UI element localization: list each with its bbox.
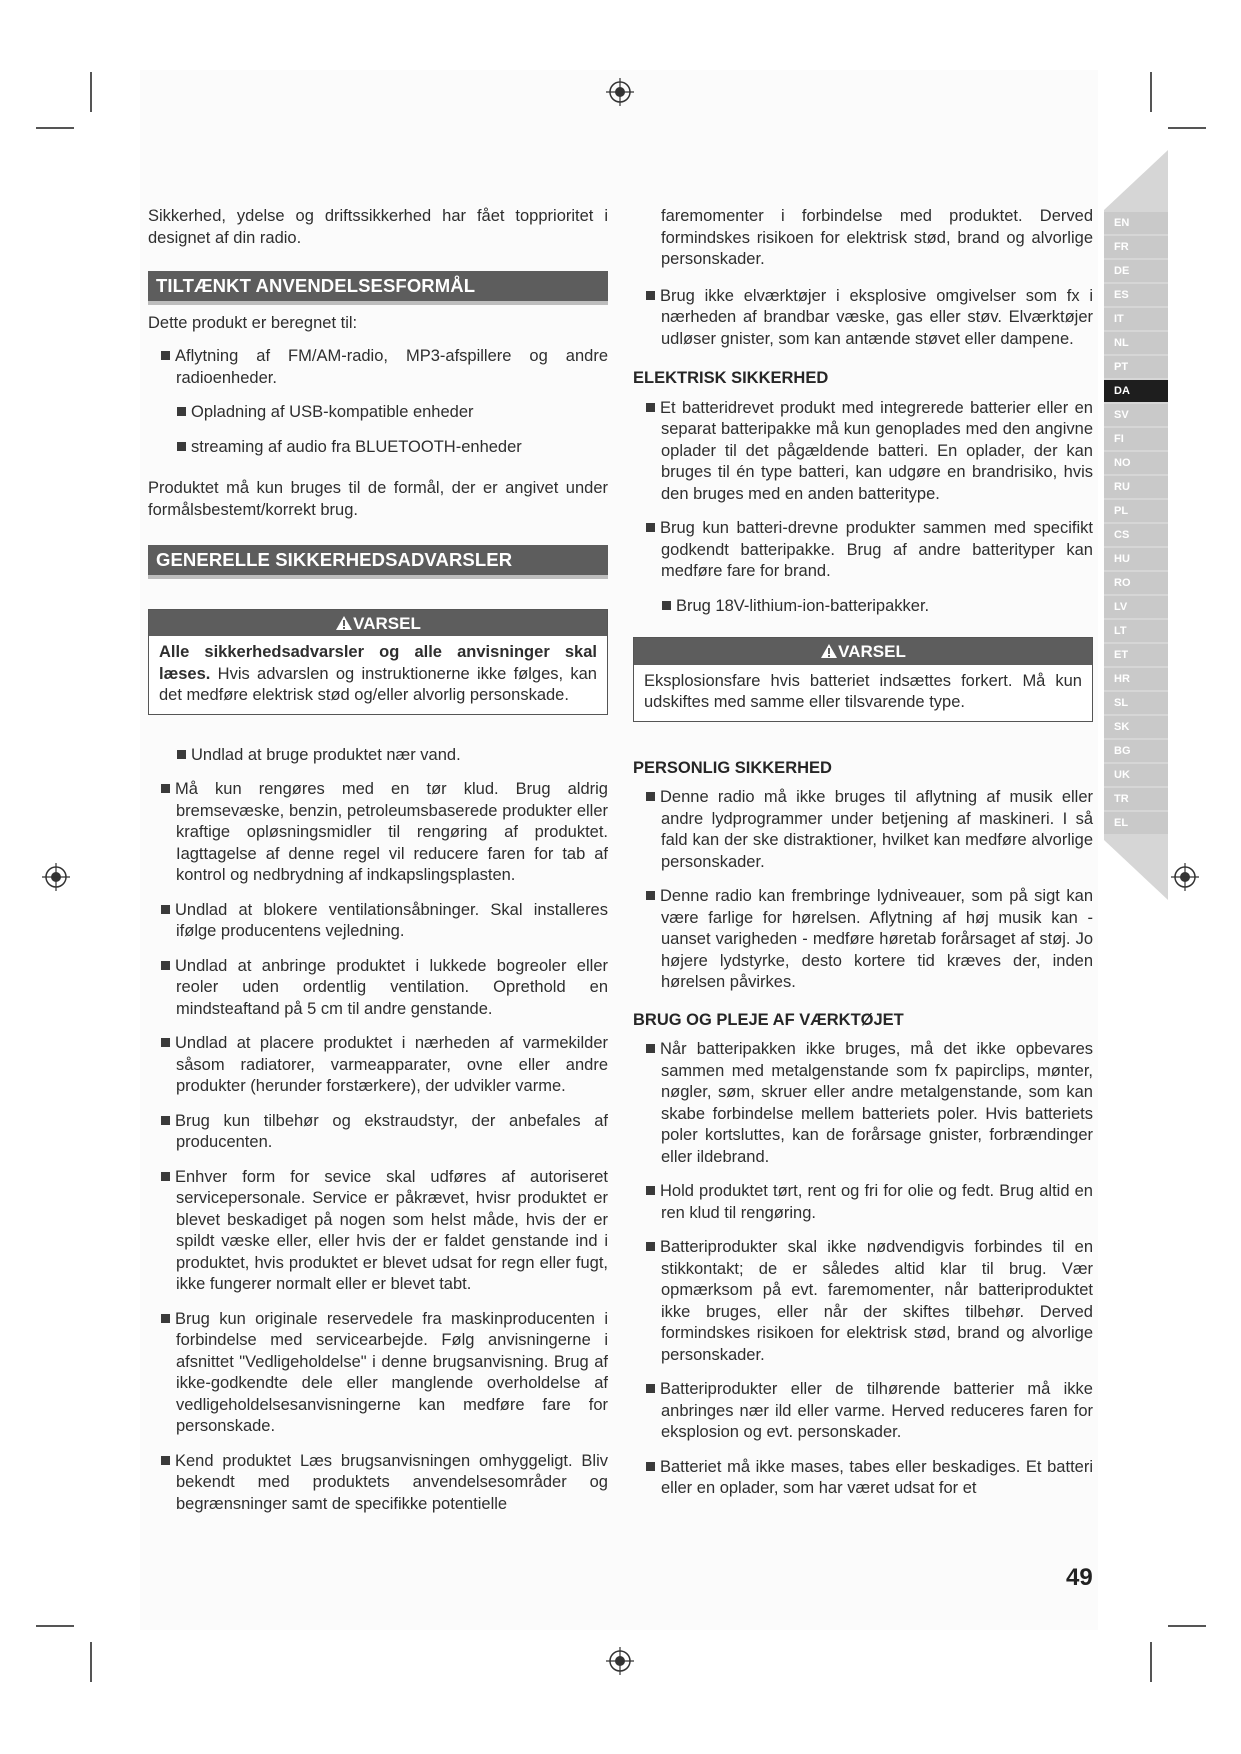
registration-mark-icon: [41, 862, 71, 892]
language-tab-nl[interactable]: NL: [1104, 332, 1168, 354]
crop-mark: [1168, 127, 1206, 129]
language-tab-sv[interactable]: SV: [1104, 404, 1168, 426]
list-item: Et batteridrevet produkt med integrerede batterier eller en separat batteripakke må kun genoplades med den angivne oplader til det pågældende batteri. En oplader, der kan bruges til én type batteri, kan udgøre en brandrisiko, hvis den bruges med en anden batteritype.: [633, 398, 1093, 506]
language-tab-hu[interactable]: HU: [1104, 548, 1168, 570]
list-item: Undlad at placere produktet i nærheden af varmekilder såsom radiatorer, varmeapparater, ovne eller andre produkter (herunder forstærkere), der udvikler varme.: [148, 1033, 608, 1098]
section-title-personal: PERSONLIG SIKKERHED: [633, 758, 832, 777]
language-tab-pt[interactable]: PT: [1104, 356, 1168, 378]
warning-triangle-icon: [335, 615, 353, 631]
list-item: Brug 18V-lithium-ion-batteripakker.: [633, 596, 1093, 618]
crop-mark: [36, 1625, 74, 1627]
warning-title: VARSEL: [353, 613, 421, 633]
list-item: Enhver form for sevice skal udføres af autoriseret servicepersonale. Service er påkrævet, hvisr produktet er blevet beskadiget på nogen som helst måde, hvis der er spildt væske eller, eller hvis der er faldet genstande ind i produktet, hvis produktet er blevet udsat for regn eller fugt, ikke fungerer normalt eller er blevet tabt.: [148, 1167, 608, 1296]
language-tab-fi[interactable]: FI: [1104, 428, 1168, 450]
list-item: Brug ikke elværktøjer i eksplosive omgivelser som fx i nærheden af brandbar væske, gas eller støv. Elværktøjer udløser gnister, som kan antænde støvet eller dampene.: [633, 286, 1093, 351]
list-item: Denne radio kan frembringe lydniveauer, som på sigt kan være farlige for hørelsen. Aflytning af høj musik kan - uanset varigheden - medføre høretab forårsaget af støj. Jo højere lydstyrke, desto kortere tid kræves der, inden hørelsen påvirkes.: [633, 886, 1093, 994]
language-tab-pl[interactable]: PL: [1104, 500, 1168, 522]
continuation-text: faremomenter i forbindelse med produktet. Derved formindskes risikoen for elektrisk stød, brand og alvorlige personskader.: [661, 207, 1093, 268]
list-item: Brug kun batteri-drevne produkter sammen med specifikt godkendt batteripakke. Brug af andre batterityper kan medføre fare for brand.: [633, 518, 1093, 583]
language-tab-et[interactable]: ET: [1104, 644, 1168, 666]
crop-mark: [1150, 1642, 1152, 1682]
warning-triangle-icon: [820, 643, 838, 659]
language-tab-lt[interactable]: LT: [1104, 620, 1168, 642]
language-tab-bg[interactable]: BG: [1104, 740, 1168, 762]
language-tab-sk[interactable]: SK: [1104, 716, 1168, 738]
list-item: Undlad at bruge produktet nær vand.: [148, 745, 608, 767]
list-item: Aflytning af FM/AM-radio, MP3-afspillere og andre radioenheder.: [148, 346, 608, 389]
language-tabs: [1104, 212, 1168, 836]
page-number: 49: [1066, 1564, 1093, 1591]
list-item: Brug kun tilbehør og ekstraudstyr, der anbefales af producenten.: [148, 1111, 608, 1154]
list-item: Må kun rengøres med en tør klud. Brug aldrig bremsevæske, benzin, petroleumsbaserede produkter eller kraftige opløsningsmidler til rengøring af produktet. Iagttagelse af denne regel vil reducere faren for tab af kontrol og nedbrydning af indkapslingsplasten.: [148, 779, 608, 887]
language-tab-el[interactable]: EL: [1104, 812, 1168, 834]
language-tab-hr[interactable]: HR: [1104, 668, 1168, 690]
right-column: [633, 206, 1093, 1513]
list-item: Undlad at anbringe produktet i lukkede bogreoler eller reoler uden ordentlig ventilation. Oprethold en mindsteaftand på 5 cm til andre genstande.: [148, 956, 608, 1021]
language-tab-uk[interactable]: UK: [1104, 764, 1168, 786]
warning-body: Eksplosionsfare hvis batteriet indsættes forkert. Må kun udskiftes med samme eller tilsvarende type.: [644, 671, 1082, 711]
language-tab-no[interactable]: NO: [1104, 452, 1168, 474]
crop-mark: [1168, 1625, 1206, 1627]
registration-mark-icon: [1170, 862, 1200, 892]
left-column: [148, 206, 608, 1528]
warning-title: VARSEL: [838, 642, 906, 661]
language-tab-de[interactable]: DE: [1104, 260, 1168, 282]
list-item: Hold produktet tørt, rent og fri for olie og fedt. Brug altid en ren klud til rengøring.: [633, 1181, 1093, 1224]
list-item: Undlad at blokere ventilationsåbninger. Skal installeres ifølge producentens vejledning.: [148, 900, 608, 943]
list-item: Brug kun originale reservedele fra maskinproducenten i forbindelse med servicearbejde. Følg anvisningerne i afsnittet "Vedligeholdelse" i denne brugsanvisning. Brug af ikke-godkendte dele eller manglende overholdelse af vedligeholdelsesanvisningerne kan medføre fare for personskade.: [148, 1309, 608, 1438]
language-tab-ru[interactable]: RU: [1104, 476, 1168, 498]
section-lead: Dette produkt er beregnet til:: [148, 313, 358, 332]
crop-mark: [90, 72, 92, 112]
language-tab-es[interactable]: ES: [1104, 284, 1168, 306]
list-item: Batteriet må ikke mases, tabes eller beskadiges. Et batteri eller en oplader, som har været udsat for et: [633, 1457, 1093, 1500]
warning-bold-text: Alle sikkerhedsadvarsler og alle anvisninger skal læses.: [159, 643, 597, 683]
language-tab-da[interactable]: DA: [1104, 380, 1168, 402]
crop-mark: [1150, 72, 1152, 112]
language-tab-en[interactable]: EN: [1104, 212, 1168, 234]
list-item: streaming af audio fra BLUETOOTH-enheder: [148, 437, 608, 459]
language-tab-sl[interactable]: SL: [1104, 692, 1168, 714]
list-item: Batteriprodukter eller de tilhørende batterier må ikke anbringes nær ild eller varme. Herved reduceres faren for eksplosion og evt. personskader.: [633, 1379, 1093, 1444]
crop-mark: [36, 127, 74, 129]
registration-mark-icon: [605, 77, 635, 107]
language-tab-it[interactable]: IT: [1104, 308, 1168, 330]
section-title-electrical: ELEKTRISK SIKKERHED: [633, 369, 829, 387]
warning-body: [149, 636, 607, 714]
list-item: Kend produktet Læs brugsanvisningen omhyggeligt. Bliv bekendt med produktets anvendelsesområder og begrænsninger samt de specifikke potentielle: [148, 1451, 608, 1516]
list-item: Når batteripakken ikke bruges, må det ikke opbevares sammen med metalgenstande som fx papirclips, mønter, nøgler, søm, skruer eller andre metalgenstande, som kan skabe forbindelse mellem batteriets poler. Hvis batteriets poler kortsluttes, kan de forårsage gnister, forbrændinger eller ildebrand.: [633, 1039, 1093, 1168]
section-title-intended-use: TILTÆNKT ANVENDELSESFORMÅL: [148, 271, 608, 305]
language-tab-ro[interactable]: RO: [1104, 572, 1168, 594]
list-item: Batteriprodukter skal ikke nødvendigvis forbindes til en stikkontakt; de er således altid klar til brug. Vær opmærksom på evt. faremomenter, når batteriproduktet ikke bruges, eller når der skiftes tilbehør. Derved formindskes risikoen for elektrisk stød, brand og alvorlige personskader.: [633, 1237, 1093, 1366]
warning-header: [149, 610, 607, 637]
section-title-care: BRUG OG PLEJE AF VÆRKTØJET: [633, 1010, 904, 1029]
warning-text: Hvis advarslen og instruktionerne ikke følges, kan det medføre elektrisk stød og/eller alvorlig personskade.: [159, 664, 597, 704]
crop-mark: [90, 1642, 92, 1682]
intro-text: Sikkerhed, ydelse og driftssikkerhed har fået topprioritet i designet af din radio.: [148, 207, 608, 247]
list-item: Opladning af USB-kompatible enheder: [148, 402, 608, 424]
registration-mark-icon: [605, 1646, 635, 1676]
section-title-general-safety: GENERELLE SIKKERHEDSADVARSLER: [148, 545, 608, 579]
warning-box: [633, 637, 1093, 722]
warning-header: [634, 638, 1092, 665]
warning-box: [148, 609, 608, 715]
closing-text: Produktet må kun bruges til de formål, der er angivet under formålsbestemt/korrekt brug.: [148, 479, 608, 519]
language-tab-fr[interactable]: FR: [1104, 236, 1168, 258]
language-tab-tr[interactable]: TR: [1104, 788, 1168, 810]
list-item: Denne radio må ikke bruges til aflytning af musik eller andre lydprogrammer under betjening af maskineri. I så fald kan der ske distraktioner, hvilket kan medføre alvorlige personskader.: [633, 787, 1093, 873]
language-tab-lv[interactable]: LV: [1104, 596, 1168, 618]
language-tab-cs[interactable]: CS: [1104, 524, 1168, 546]
